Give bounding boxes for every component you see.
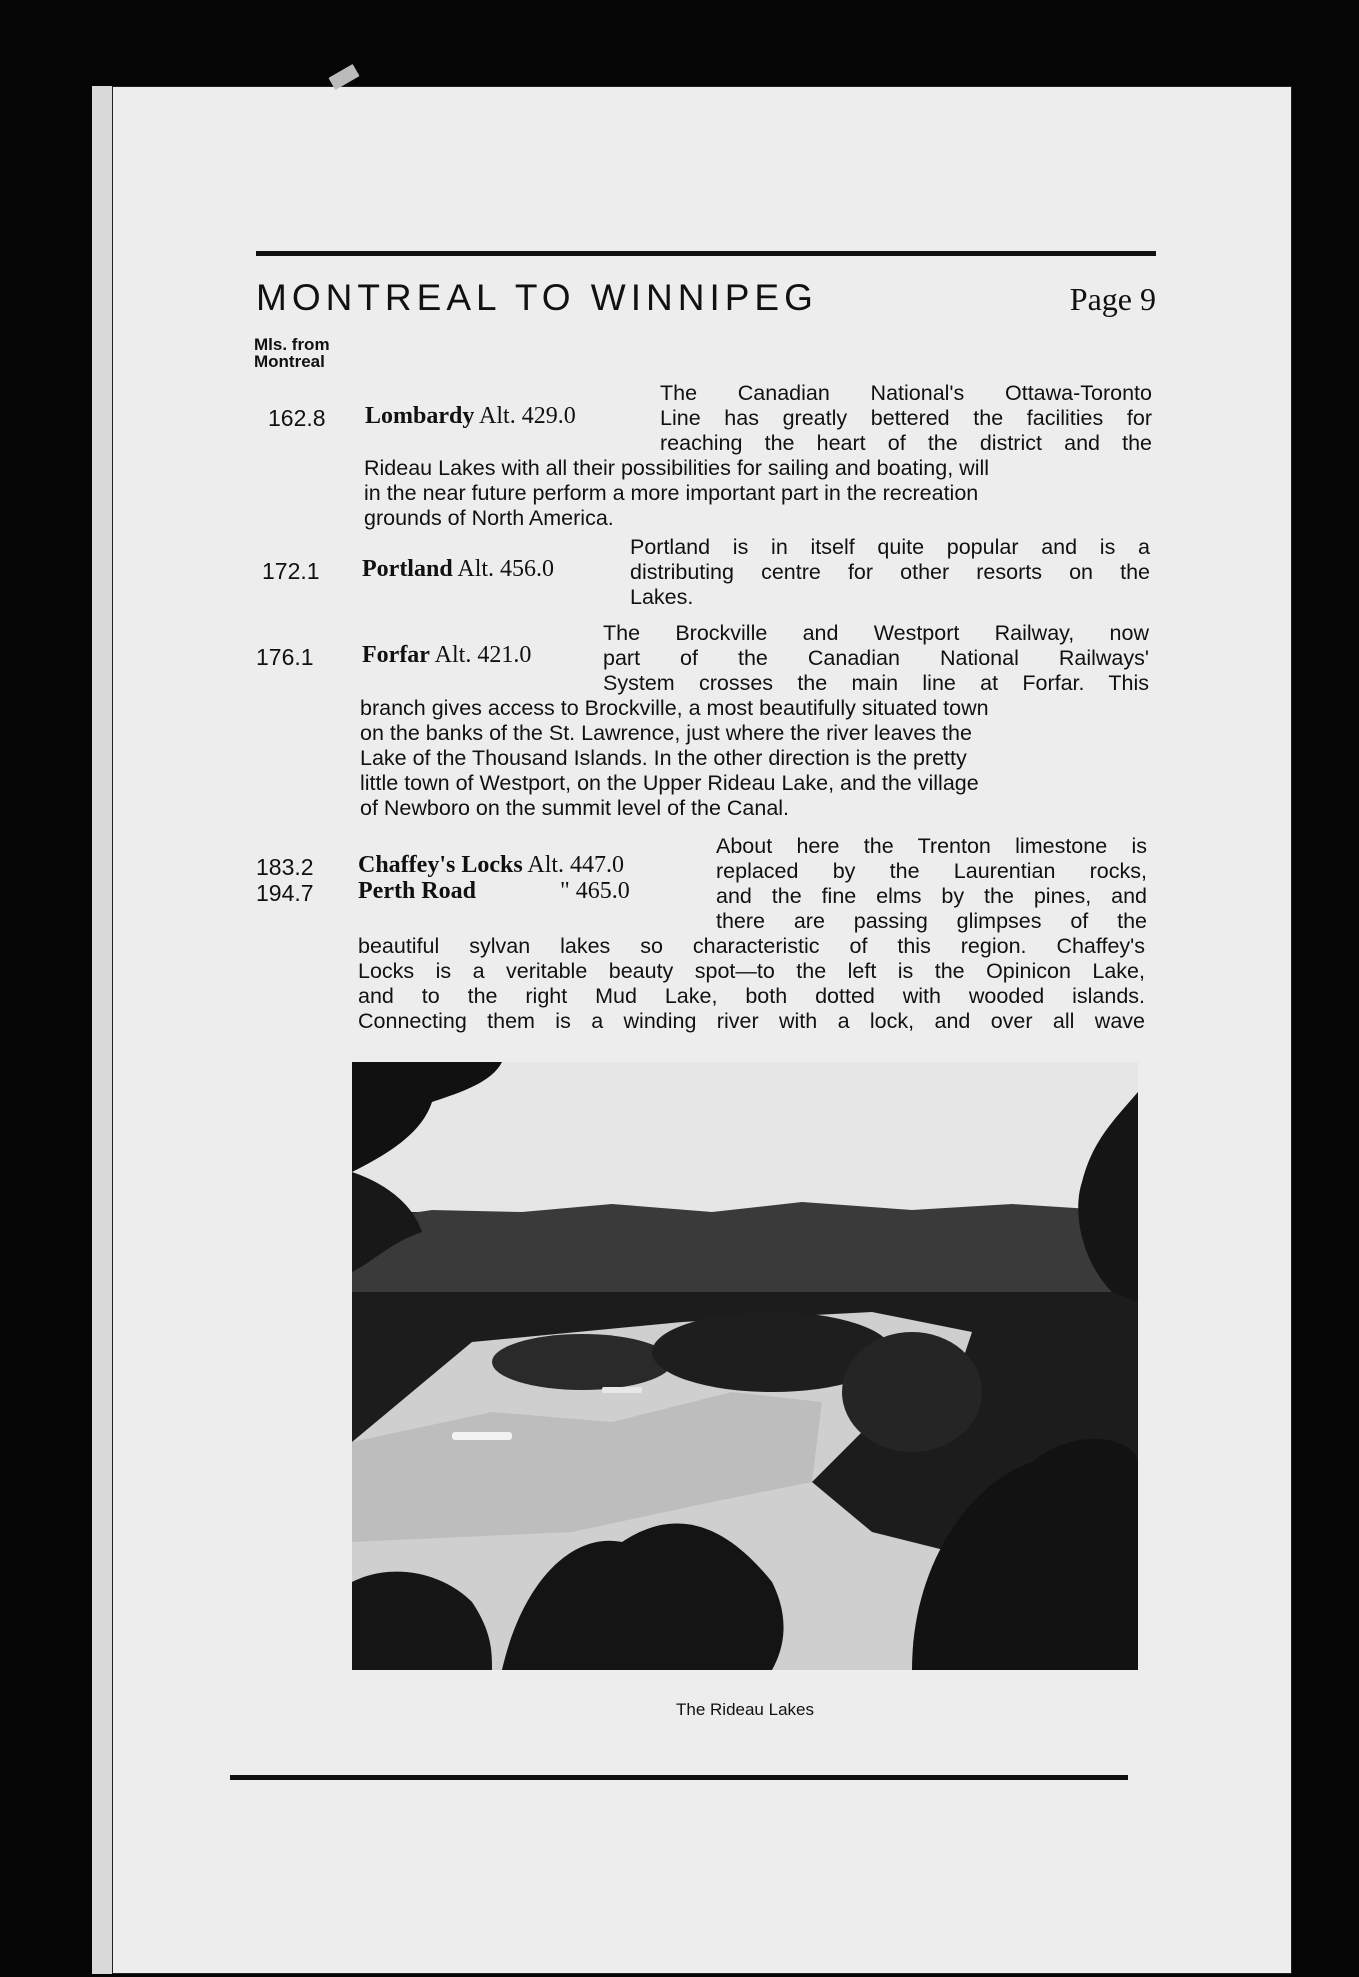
- mileage: 172.1: [262, 558, 320, 584]
- page-title: MONTREAL TO WINNIPEG: [256, 277, 818, 318]
- paragraph-chaffeys-body: beautiful sylvan lakes so characteristic of this region. Chaffey's Locks is a veritable beauty spot—to the left is the Opinicon Lake, and to the right Mud Lake, both dotted with wooded islands. Connecting them is a winding river with a lock, and over all wave: [358, 934, 1145, 1033]
- bottom-rule: [230, 1775, 1128, 1780]
- rideau-lakes-photo: [352, 1062, 1138, 1670]
- mileage: 176.1: [256, 644, 314, 670]
- photo-caption: The Rideau Lakes: [676, 1700, 814, 1719]
- station-name: Portland Alt. 456.0: [362, 556, 555, 582]
- paragraph-forfar-body: branch gives access to Brockville, a most beautifully situated town on the banks of the St. Lawrence, just where the river leaves the Lake of the Thousand Islands. In the other direction is the pretty little town of Westport, on the Upper Rideau Lake, and the village of Newboro on the summit level of the Canal.: [360, 696, 989, 820]
- station-name: Perth Road " 465.0: [358, 878, 630, 904]
- page-number: Page 9: [1069, 281, 1156, 317]
- binding-edge: [92, 86, 112, 1974]
- mileage: 162.8: [268, 405, 326, 431]
- column-label: [254, 336, 330, 370]
- paragraph-portland: Portland is in itself quite popular and is a distributing centre for other resorts on the Lakes.: [630, 535, 1150, 609]
- page-header: [256, 277, 1156, 327]
- mileage: 183.2: [256, 854, 314, 880]
- paragraph-chaffeys-head: About here the Trenton limestone is replaced by the Laurentian rocks, and the fine elms by the pines, and there are passing glimpses of the: [716, 834, 1147, 933]
- photo-illustration: [352, 1062, 1138, 1670]
- column-label-line-2: Montreal: [254, 352, 325, 371]
- paragraph-lombardy-head: The Canadian National's Ottawa-Toronto Line has greatly bettered the facilities for reaching the heart of the district and the: [660, 381, 1152, 455]
- top-rule: [256, 251, 1156, 256]
- column-label-line-1: Mls. from: [254, 335, 330, 354]
- station-name: Chaffey's Locks Alt. 447.0: [358, 852, 625, 878]
- station-name: Lombardy Alt. 429.0: [365, 403, 576, 429]
- paragraph-forfar-head: The Brockville and Westport Railway, now part of the Canadian National Railways' System crosses the main line at Forfar. This: [603, 621, 1149, 695]
- paragraph-lombardy-body: Rideau Lakes with all their possibilities for sailing and boating, will in the near future perform a more important part in the recreation grounds of North America.: [364, 456, 990, 530]
- mileage: 194.7: [256, 880, 314, 906]
- station-name: Forfar Alt. 421.0: [362, 642, 532, 668]
